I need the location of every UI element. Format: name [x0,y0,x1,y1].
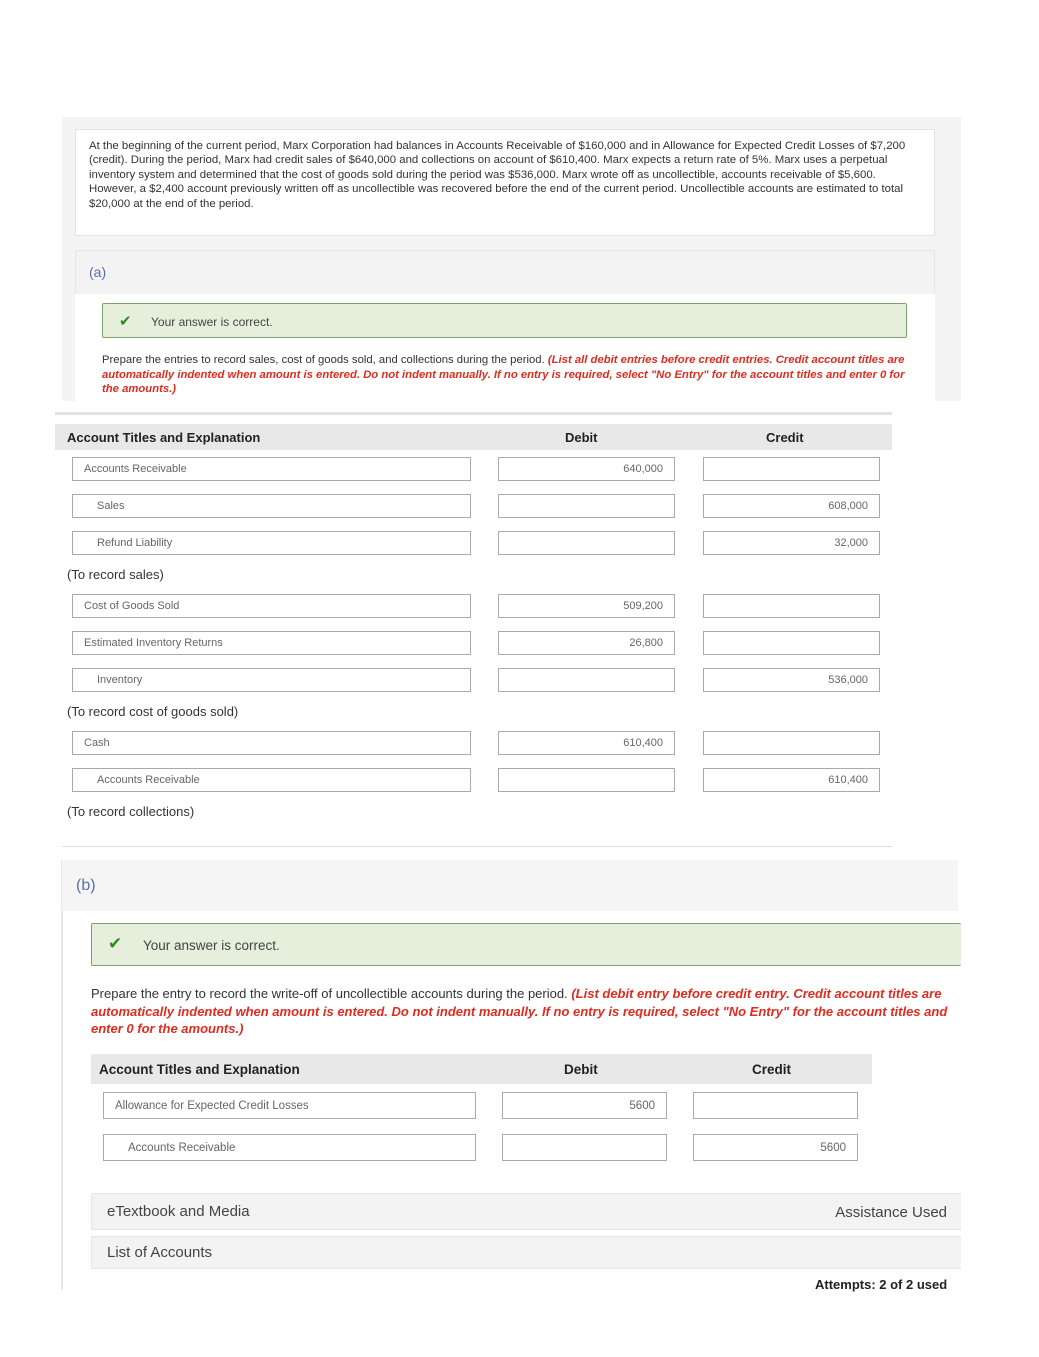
part-a-correct-banner [102,303,907,338]
account-field[interactable]: Refund Liability [72,531,471,555]
debit-field[interactable]: 509,200 [498,594,675,618]
account-field[interactable]: Accounts Receivable [72,457,471,481]
debit-field[interactable]: 26,800 [498,631,675,655]
account-field[interactable]: Sales [72,494,471,518]
account-field[interactable]: Cash [72,731,471,755]
etextbook-bar[interactable] [91,1193,961,1230]
list-of-accounts-link[interactable]: List of Accounts [107,1244,213,1261]
account-field[interactable]: Estimated Inventory Returns [72,631,471,655]
divider [62,846,892,847]
credit-field[interactable]: 610,400 [703,768,880,792]
divider [55,412,892,415]
account-field[interactable]: Allowance for Expected Credit Losses [103,1092,476,1119]
credit-field[interactable]: 608,000 [703,494,880,518]
correct-message: Your answer is correct. [151,315,273,329]
credit-field[interactable]: 536,000 [703,668,880,692]
instruction-text: Prepare the entry to record the write-off of uncollectible accounts during the period. [91,986,568,1001]
header-credit: Credit [752,1062,792,1077]
debit-field[interactable] [498,768,675,792]
credit-field[interactable] [703,457,880,481]
instruction-text: Prepare the entries to record sales, cost of goods sold, and collections during the period. [102,354,545,366]
instruction-emphasis: (List debit entry before credit entry. Credit account titles are automatically indented when amount is entered. Do not indent manually. If no entry is required, select "No Entry" for the account titles and enter 0 for the amounts.) [91,986,948,1036]
credit-field[interactable] [693,1092,858,1119]
credit-field[interactable] [703,631,880,655]
part-a-table-header [55,424,892,450]
debit-field[interactable] [498,531,675,555]
part-b-left-border [61,860,63,1290]
part-b-table-header [91,1054,872,1084]
credit-field[interactable] [703,594,880,618]
debit-field[interactable] [502,1134,667,1161]
account-field[interactable]: Inventory [72,668,471,692]
part-b-instructions [91,985,961,1038]
header-debit: Debit [565,430,598,445]
part-b-label: (b) [76,877,96,894]
entry-note: (To record cost of goods sold) [67,704,239,719]
instruction-emphasis: (List all debit entries before credit entries. Credit account titles are automatically indented when amount is entered. Do not indent manually. If no entry is required, select "No Entry" for the account titles and enter 0 for the amounts.) [102,354,905,396]
attempts-label: Attempts: 2 of 2 used [815,1277,948,1292]
debit-field[interactable]: 610,400 [498,731,675,755]
account-field[interactable]: Accounts Receivable [103,1134,476,1161]
problem-text: At the beginning of the current period, Marx Corporation had balances in Accounts Receivable of $160,000 and in Allowance for Expected Credit Losses of $7,200 (credit). During the period, Marx had credit sales of $640,000 and collections on account of $610,400. Marx expects a return rate of 5%. Marx uses a perpetual inventory system and determined that the cost of goods sold during the period was $536,000. Marx wrote off as uncollectible, accounts receivable of $5,600. However, a $2,400 account previously written off as uncollectible was recovered before the end of the current period. Uncollectible accounts are estimated to total $20,000 at the end of the period. [89,140,906,210]
part-b-correct-banner [91,923,961,966]
credit-field[interactable] [703,731,880,755]
header-debit: Debit [564,1062,598,1077]
part-b-header [62,860,958,911]
part-a-header [75,250,935,294]
debit-field[interactable] [498,494,675,518]
header-credit: Credit [766,430,804,445]
correct-message: Your answer is correct. [143,938,280,953]
account-field[interactable]: Cost of Goods Sold [72,594,471,618]
header-account: Account Titles and Explanation [67,430,261,445]
checkmark-icon: ✔ [108,934,123,953]
assistance-used-label: Assistance Used [835,1204,947,1221]
header-account: Account Titles and Explanation [99,1062,300,1077]
etextbook-link[interactable]: eTextbook and Media [107,1203,250,1220]
debit-field[interactable]: 640,000 [498,457,675,481]
credit-field[interactable]: 5600 [693,1134,858,1161]
entry-note: (To record sales) [67,567,164,582]
part-a-label: (a) [89,264,107,280]
debit-field[interactable]: 5600 [502,1092,667,1119]
account-field[interactable]: Accounts Receivable [72,768,471,792]
credit-field[interactable]: 32,000 [703,531,880,555]
list-of-accounts-bar[interactable] [91,1236,961,1269]
debit-field[interactable] [498,668,675,692]
entry-note: (To record collections) [67,804,195,819]
checkmark-icon: ✔ [119,313,132,330]
part-a-instructions [102,353,907,397]
